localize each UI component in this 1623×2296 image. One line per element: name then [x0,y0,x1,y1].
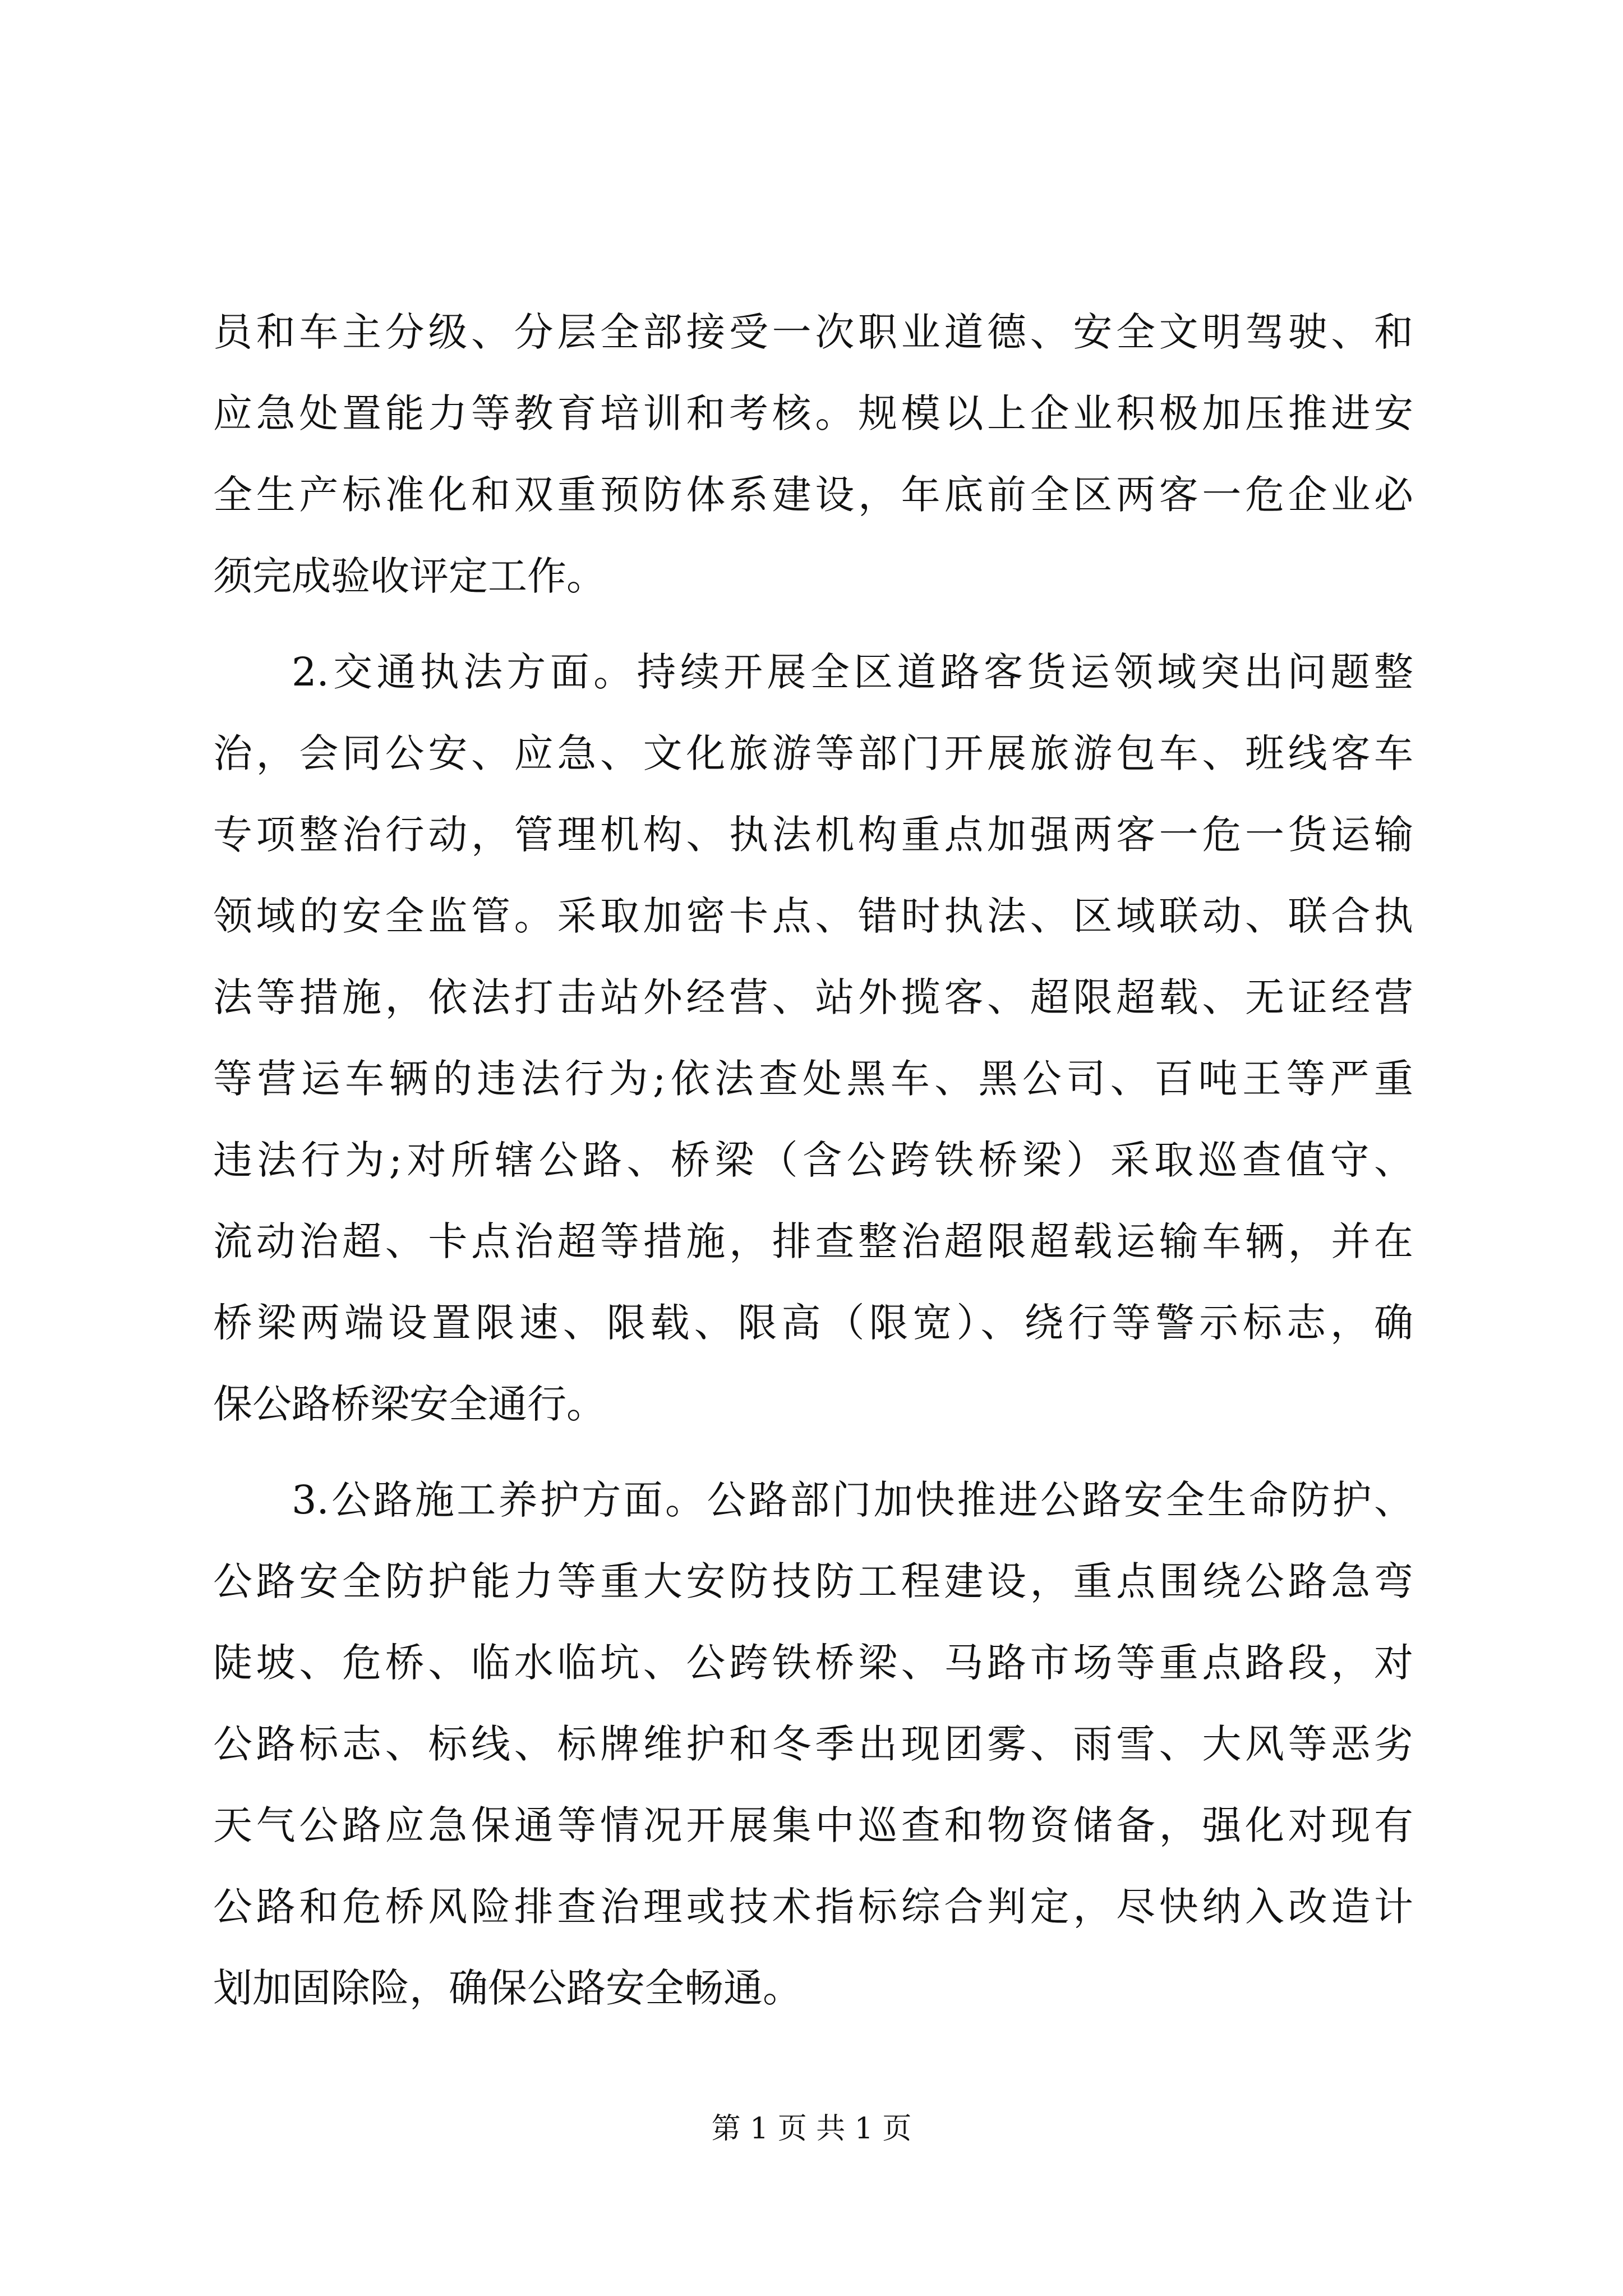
text-line: 3.公路施工养护方面。公路部门加快推进公路安全生命防护、 [292,1477,1413,1523]
text-line: 保公路桥梁安全通行。 [213,1381,606,1427]
paragraph-spacer [213,617,1413,632]
text-line: 法等措施，依法打击站外经营、站外揽客、超限超载、无证经营 [213,974,1413,1020]
text-line: 专项整治行动，管理机构、执法机构重点加强两客一危一货运输 [213,812,1413,858]
text-line: 公路安全防护能力等重大安防技防工程建设，重点围绕公路急弯 [213,1558,1413,1604]
text-line: 天气公路应急保通等情况开展集中巡查和物资储备，强化对现有 [213,1802,1413,1848]
text-line: 须完成验收评定工作。 [213,553,606,599]
text-line: 全生产标准化和双重预防体系建设，年底前全区两客一危企业必 [213,472,1413,518]
paragraph-2 [213,632,1413,1445]
text-line: 流动治超、卡点治超等措施，排查整治超限超载运输车辆，并在 [213,1218,1413,1264]
text-line: 应急处置能力等教育培训和考核。规模以上企业积极加压推进安 [213,390,1413,436]
page-number-footer: 第 1 页 共 1 页 [711,2112,912,2146]
text-line: 公路标志、标线、标牌维护和冬季出现团雾、雨雪、大风等恶劣 [213,1721,1413,1767]
text-line: 桥梁两端设置限速、限载、限高（限宽）、绕行等警示标志，确 [213,1300,1413,1346]
text-line: 违法行为;对所辖公路、桥梁（含公跨铁桥梁）采取巡查值守、 [213,1137,1413,1183]
text-line: 等营运车辆的违法行为;依法查处黑车、黑公司、百吨王等严重 [213,1056,1413,1102]
paragraph-1 [213,292,1413,617]
text-line: 划加固除险，确保公路安全畅通。 [213,1965,802,2011]
text-line: 治，会同公安、应急、文化旅游等部门开展旅游包车、班线客车 [213,730,1413,776]
text-line: 陡坡、危桥、临水临坑、公跨铁桥梁、马路市场等重点路段，对 [213,1640,1413,1686]
text-line: 领域的安全监管。采取加密卡点、错时执法、区域联动、联合执 [213,893,1413,939]
paragraph-spacer [213,1445,1413,1460]
text-line: 员和车主分级、分层全部接受一次职业道德、安全文明驾驶、和 [213,309,1413,355]
paragraph-3 [213,1460,1413,2029]
text-line: 公路和危桥风险排查治理或技术指标综合判定，尽快纳入改造计 [213,1884,1413,1930]
document-body [213,292,1413,2029]
text-line: 2.交通执法方面。持续开展全区道路客货运领域突出问题整 [292,649,1413,695]
